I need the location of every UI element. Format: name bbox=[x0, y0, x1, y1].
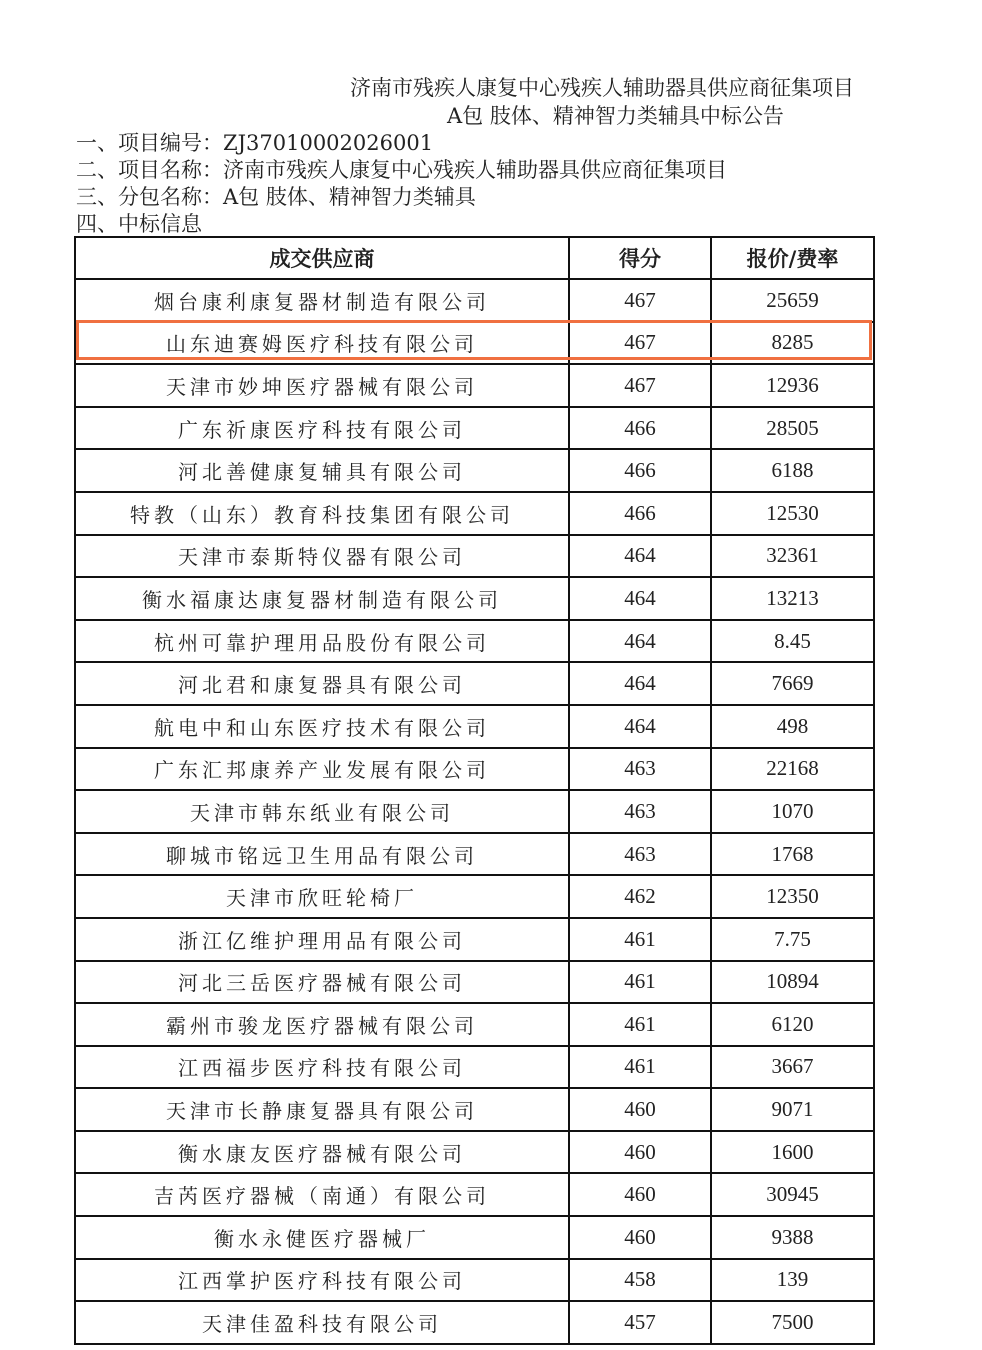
score-cell: 460 bbox=[569, 1131, 711, 1174]
price-cell: 1600 bbox=[711, 1131, 874, 1174]
score-cell: 463 bbox=[569, 790, 711, 833]
table-row bbox=[75, 577, 874, 620]
document-title-line1: 济南市残疾人康复中心残疾人辅助器具供应商征集项目 bbox=[350, 76, 854, 100]
project-number: 一、项目编号：ZJ37010002026001 bbox=[76, 131, 434, 155]
supplier-cell: 山东迪赛姆医疗科技有限公司 bbox=[75, 322, 569, 365]
table-row bbox=[75, 748, 874, 791]
price-cell: 13213 bbox=[711, 577, 874, 620]
table-row bbox=[75, 535, 874, 578]
supplier-cell: 吉芮医疗器械（南通）有限公司 bbox=[75, 1173, 569, 1216]
price-cell: 28505 bbox=[711, 407, 874, 450]
supplier-cell: 航电中和山东医疗技术有限公司 bbox=[75, 705, 569, 748]
price-cell: 1768 bbox=[711, 833, 874, 876]
award-table bbox=[74, 236, 875, 1345]
score-cell: 464 bbox=[569, 662, 711, 705]
price-cell: 9388 bbox=[711, 1216, 874, 1259]
table-row bbox=[75, 279, 874, 322]
price-cell: 8285 bbox=[711, 322, 874, 365]
price-cell: 139 bbox=[711, 1259, 874, 1302]
table-row bbox=[75, 1131, 874, 1174]
score-cell: 462 bbox=[569, 875, 711, 918]
score-cell: 460 bbox=[569, 1088, 711, 1131]
supplier-cell: 河北君和康复器具有限公司 bbox=[75, 662, 569, 705]
score-cell: 467 bbox=[569, 364, 711, 407]
score-cell: 464 bbox=[569, 705, 711, 748]
price-cell: 10894 bbox=[711, 961, 874, 1004]
table-row bbox=[75, 1046, 874, 1089]
price-cell: 3667 bbox=[711, 1046, 874, 1089]
score-cell: 466 bbox=[569, 449, 711, 492]
price-cell: 22168 bbox=[711, 748, 874, 791]
score-cell: 461 bbox=[569, 961, 711, 1004]
score-cell: 464 bbox=[569, 535, 711, 578]
table-row bbox=[75, 364, 874, 407]
price-cell: 12530 bbox=[711, 492, 874, 535]
table-row bbox=[75, 705, 874, 748]
table-row bbox=[75, 833, 874, 876]
score-cell: 463 bbox=[569, 748, 711, 791]
score-cell: 464 bbox=[569, 620, 711, 663]
supplier-cell: 江西福步医疗科技有限公司 bbox=[75, 1046, 569, 1089]
header-score: 得分 bbox=[569, 237, 711, 279]
table-row bbox=[75, 1259, 874, 1302]
supplier-cell: 天津市韩东纸业有限公司 bbox=[75, 790, 569, 833]
header-supplier: 成交供应商 bbox=[75, 237, 569, 279]
table-row bbox=[75, 449, 874, 492]
price-cell: 7669 bbox=[711, 662, 874, 705]
award-info-heading: 四、中标信息 bbox=[76, 212, 202, 236]
supplier-cell: 衡水永健医疗器械厂 bbox=[75, 1216, 569, 1259]
supplier-cell: 特教（山东）教育科技集团有限公司 bbox=[75, 492, 569, 535]
table-row bbox=[75, 918, 874, 961]
price-cell: 30945 bbox=[711, 1173, 874, 1216]
score-cell: 457 bbox=[569, 1301, 711, 1344]
score-cell: 461 bbox=[569, 1003, 711, 1046]
price-cell: 7.75 bbox=[711, 918, 874, 961]
score-cell: 460 bbox=[569, 1173, 711, 1216]
score-cell: 463 bbox=[569, 833, 711, 876]
table-row bbox=[75, 322, 874, 365]
table-row bbox=[75, 407, 874, 450]
score-cell: 467 bbox=[569, 322, 711, 365]
supplier-cell: 天津市泰斯特仪器有限公司 bbox=[75, 535, 569, 578]
price-cell: 8.45 bbox=[711, 620, 874, 663]
price-cell: 9071 bbox=[711, 1088, 874, 1131]
price-cell: 6188 bbox=[711, 449, 874, 492]
score-cell: 461 bbox=[569, 1046, 711, 1089]
supplier-cell: 衡水康友医疗器械有限公司 bbox=[75, 1131, 569, 1174]
package-name: 三、分包名称：A包 肢体、精神智力类辅具 bbox=[76, 185, 476, 209]
project-name: 二、项目名称：济南市残疾人康复中心残疾人辅助器具供应商征集项目 bbox=[76, 158, 727, 182]
supplier-cell: 江西掌护医疗科技有限公司 bbox=[75, 1259, 569, 1302]
table-row bbox=[75, 1088, 874, 1131]
score-cell: 466 bbox=[569, 492, 711, 535]
price-cell: 1070 bbox=[711, 790, 874, 833]
price-cell: 498 bbox=[711, 705, 874, 748]
supplier-cell: 河北三岳医疗器械有限公司 bbox=[75, 961, 569, 1004]
score-cell: 460 bbox=[569, 1216, 711, 1259]
table-row bbox=[75, 1301, 874, 1344]
supplier-cell: 天津市妙坤医疗器械有限公司 bbox=[75, 364, 569, 407]
supplier-cell: 天津市长静康复器具有限公司 bbox=[75, 1088, 569, 1131]
score-cell: 461 bbox=[569, 918, 711, 961]
supplier-cell: 广东汇邦康养产业发展有限公司 bbox=[75, 748, 569, 791]
header-price: 报价/费率 bbox=[711, 237, 874, 279]
supplier-cell: 衡水福康达康复器材制造有限公司 bbox=[75, 577, 569, 620]
supplier-cell: 霸州市骏龙医疗器械有限公司 bbox=[75, 1003, 569, 1046]
supplier-cell: 聊城市铭远卫生用品有限公司 bbox=[75, 833, 569, 876]
supplier-cell: 杭州可靠护理用品股份有限公司 bbox=[75, 620, 569, 663]
supplier-cell: 浙江亿维护理用品有限公司 bbox=[75, 918, 569, 961]
table-header-row bbox=[75, 237, 874, 279]
table-row bbox=[75, 492, 874, 535]
score-cell: 467 bbox=[569, 279, 711, 322]
table-row bbox=[75, 790, 874, 833]
price-cell: 7500 bbox=[711, 1301, 874, 1344]
price-cell: 6120 bbox=[711, 1003, 874, 1046]
supplier-cell: 天津佳盈科技有限公司 bbox=[75, 1301, 569, 1344]
table-row bbox=[75, 620, 874, 663]
document-title-line2: A包 肢体、精神智力类辅具中标公告 bbox=[447, 104, 784, 128]
supplier-cell: 河北善健康复辅具有限公司 bbox=[75, 449, 569, 492]
score-cell: 466 bbox=[569, 407, 711, 450]
price-cell: 32361 bbox=[711, 535, 874, 578]
supplier-cell: 广东祈康医疗科技有限公司 bbox=[75, 407, 569, 450]
score-cell: 458 bbox=[569, 1259, 711, 1302]
price-cell: 25659 bbox=[711, 279, 874, 322]
table-row bbox=[75, 961, 874, 1004]
price-cell: 12350 bbox=[711, 875, 874, 918]
table-row bbox=[75, 875, 874, 918]
table-row bbox=[75, 662, 874, 705]
price-cell: 12936 bbox=[711, 364, 874, 407]
table-row bbox=[75, 1003, 874, 1046]
supplier-cell: 烟台康利康复器材制造有限公司 bbox=[75, 279, 569, 322]
supplier-cell: 天津市欣旺轮椅厂 bbox=[75, 875, 569, 918]
score-cell: 464 bbox=[569, 577, 711, 620]
table-row bbox=[75, 1173, 874, 1216]
table-row bbox=[75, 1216, 874, 1259]
